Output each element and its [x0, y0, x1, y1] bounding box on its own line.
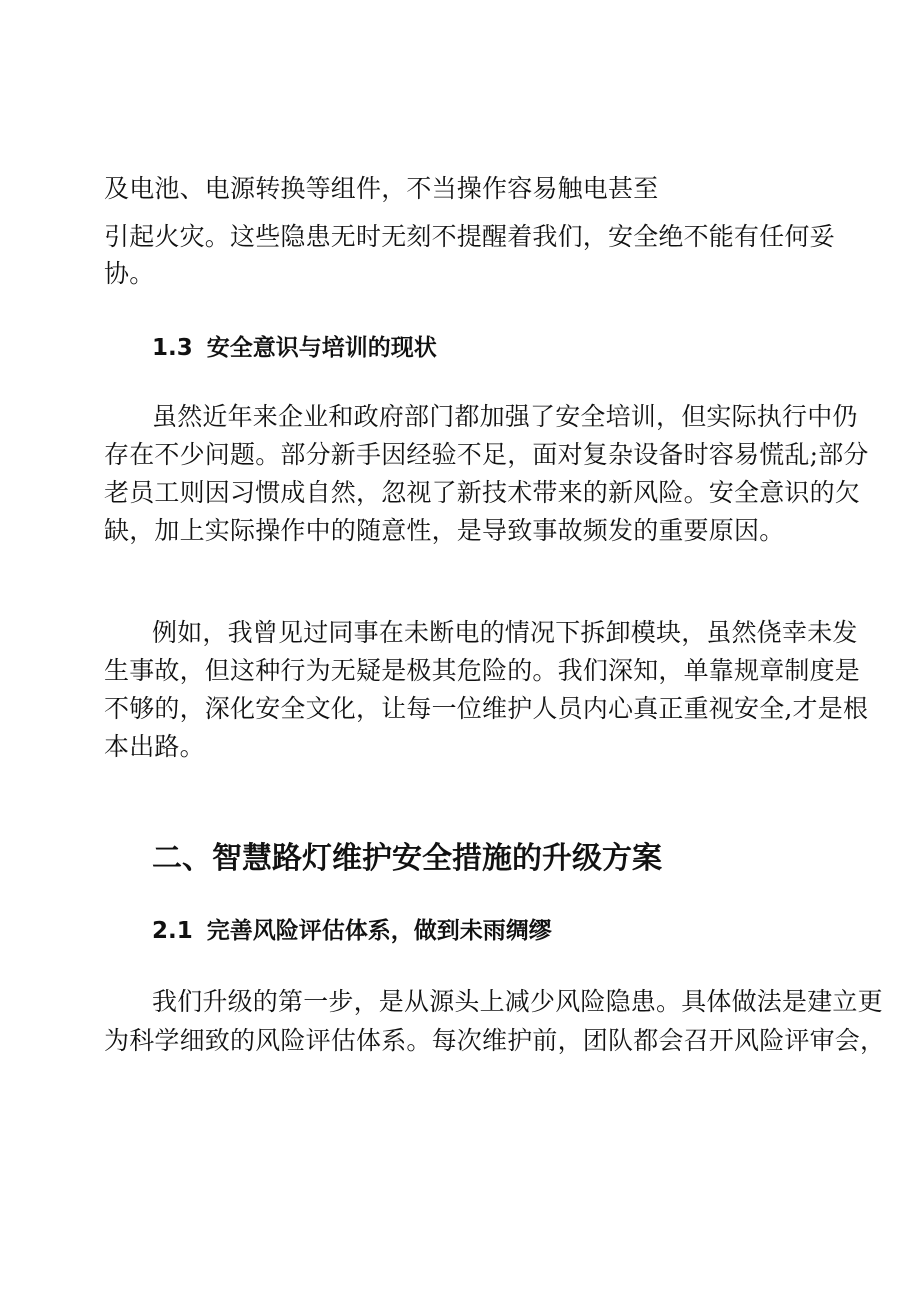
continuation-paragraph — [104, 170, 835, 292]
paragraph-line: 协。 — [104, 259, 155, 288]
paragraph-training-status — [104, 398, 869, 550]
paragraph-example — [104, 614, 869, 766]
paragraph-line: 例如，我曾见过同事在未断电的情况下拆卸模块，虽然侥幸未发 — [152, 618, 858, 647]
section-number: 2.1 — [152, 918, 193, 944]
chapter-heading-2: 二、智慧路灯维护安全措施的升级方案 — [152, 841, 662, 876]
paragraph-line: 及电池、电源转换等组件，不当操作容易触电甚至 — [104, 174, 659, 203]
paragraph-risk-assessment — [104, 982, 886, 1060]
paragraph-line: 虽然近年来企业和政府部门都加强了安全培训，但实际执行中仍 — [152, 402, 858, 431]
section-heading-2-1 — [152, 916, 552, 946]
paragraph-line: 本出路。 — [104, 732, 205, 761]
paragraph-line: 老员工则因习惯成自然，忽视了新技术带来的新风险。安全意识的欠 — [104, 478, 861, 507]
section-title: 完善风险评估体系，做到未雨绸缪 — [206, 918, 552, 944]
paragraph-line: 生事故，但这种行为无疑是极其危险的。我们深知，单靠规章制度是 — [104, 656, 861, 685]
paragraph-line: 存在不少问题。部分新手因经验不足，面对复杂设备时容易慌乱;部分 — [104, 440, 869, 469]
paragraph-line: 不够的，深化安全文化，让每一位维护人员内心真正重视安全,才是根 — [104, 694, 869, 723]
section-title: 安全意识与培训的现状 — [206, 335, 437, 361]
section-number: 1.3 — [152, 335, 193, 361]
paragraph-line: 我们升级的第一步，是从源头上减少风险隐患。具体做法是建立更 — [152, 987, 883, 1016]
section-heading-1-3 — [152, 333, 437, 363]
paragraph-line: 为科学细致的风险评估体系。每次维护前，团队都会召开风险评审会， — [104, 1026, 886, 1055]
paragraph-line: 引起火灾。这些隐患无时无刻不提醒着我们，安全绝不能有任何妥 — [104, 222, 835, 251]
paragraph-line: 缺，加上实际操作中的随意性，是导致事故频发的重要原因。 — [104, 516, 785, 545]
